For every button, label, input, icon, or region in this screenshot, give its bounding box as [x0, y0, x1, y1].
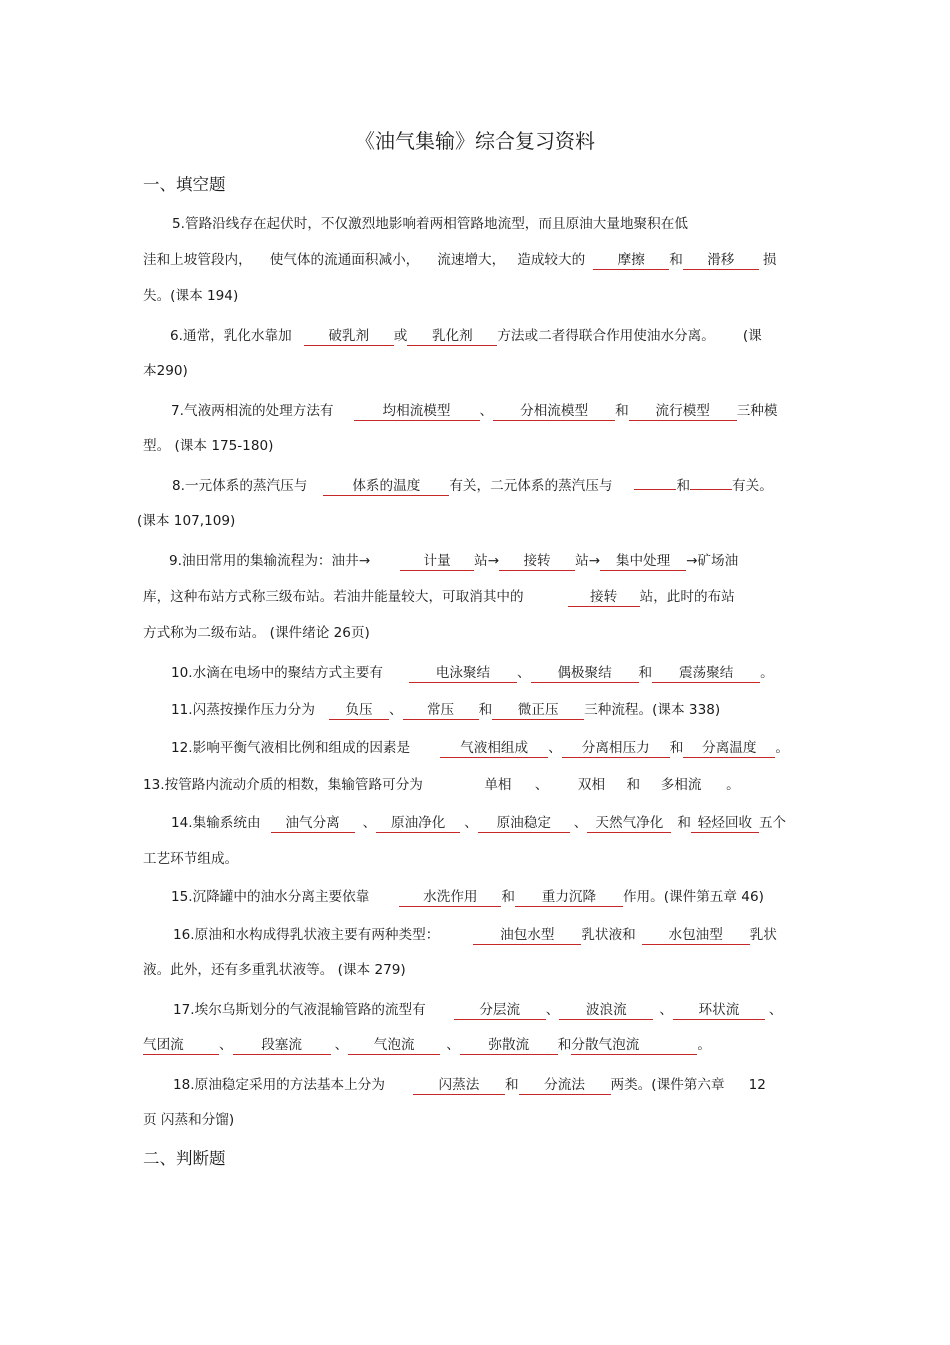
- question-text: 、: [446, 1037, 460, 1053]
- question-text: 使气体的流通面积减小，: [269, 252, 420, 268]
- question-10: [143, 663, 809, 683]
- question-text: 16.原油和水构成得乳状液主要有两种类型：: [173, 927, 440, 943]
- question-text: 、: [516, 665, 531, 681]
- question-text: 乳状液和: [581, 927, 636, 943]
- question-text: 有关。: [732, 478, 773, 494]
- question-text: 11.闪蒸按操作压力分为: [171, 702, 315, 718]
- section-heading-true-false: 二、判断题: [143, 1149, 226, 1168]
- section-heading-fill-blank: 一、填空题: [143, 175, 226, 194]
- question-text: →矿场油: [686, 553, 739, 569]
- question-text: 18.原油稳定采用的方法基本上分为: [173, 1077, 385, 1093]
- question-text: (课: [742, 328, 762, 344]
- question-17-line-2: [143, 1035, 809, 1055]
- answer-blank: 滑移: [683, 251, 759, 270]
- question-text: 、: [362, 815, 377, 831]
- answer-blank: 水包油型: [642, 926, 750, 945]
- answer-blank: 集中处理: [600, 552, 686, 571]
- question-text: 洼和上坡管段内，: [143, 252, 252, 268]
- question-text: 、: [334, 1037, 349, 1053]
- answer-blank: 油气分离: [271, 814, 355, 833]
- answer-blank: 轻烃回收: [691, 814, 759, 833]
- question-text: 9.油田常用的集输流程为：油井→: [169, 553, 371, 569]
- question-text: 和: [638, 665, 653, 681]
- question-text: 17.埃尔乌斯划分的气液混输管路的流型有: [173, 1002, 426, 1018]
- question-text: 13.按管路内流动介质的相数，集输管路可分为: [143, 777, 423, 793]
- question-5-line-3: [143, 286, 809, 306]
- answer-blank-empty: [690, 489, 732, 490]
- answer-blank: 气团流: [143, 1036, 219, 1055]
- question-14-line-2: [143, 849, 809, 869]
- question-text: 站→: [474, 553, 500, 569]
- question-text: 6.通常，乳化水靠加: [170, 328, 292, 344]
- answer-text: 多相流: [660, 777, 702, 793]
- answer-blank: 体系的温度: [323, 477, 449, 496]
- answer-blank: 弥散流: [460, 1036, 558, 1055]
- question-text: 、: [545, 1002, 560, 1018]
- question-text: 5.管路沿线存在起伏时，不仅激烈地影响着两相管路地流型，而且原油大量地聚积在低: [172, 216, 688, 232]
- question-text: 和: [615, 403, 629, 419]
- question-text: 页 闪蒸和分馏): [143, 1112, 235, 1128]
- answer-blank: 破乳剂: [304, 327, 394, 346]
- question-text: 三种模: [736, 403, 778, 419]
- question-text: 14.集输系统由: [171, 815, 261, 831]
- answer-blank: 流行模型: [629, 402, 737, 421]
- question-7-line-1: [143, 401, 809, 421]
- question-text: 或: [393, 328, 408, 344]
- question-text: 五个: [758, 815, 787, 831]
- question-text: 。: [726, 777, 740, 793]
- answer-blank: 乳化剂: [407, 327, 497, 346]
- question-text: (课本 107,109): [137, 513, 236, 529]
- answer-blank: 油包水型: [473, 926, 581, 945]
- answer-blank: 分离相压力: [562, 739, 670, 758]
- question-text: 站，此时的布站: [639, 589, 735, 605]
- question-9-line-2: [143, 587, 809, 607]
- question-text: 12: [748, 1077, 766, 1093]
- question-15: [143, 887, 809, 907]
- question-9-line-1: [143, 551, 809, 571]
- question-text: 和: [669, 252, 683, 268]
- question-text: 和: [677, 815, 691, 831]
- question-14-line-1: [143, 813, 809, 833]
- answer-blank: 分散气泡流: [571, 1036, 697, 1055]
- answer-blank: 摩擦: [593, 251, 669, 270]
- answer-blank: 震荡聚结: [652, 664, 760, 683]
- question-text: 三种流程。(课本 338): [584, 702, 721, 718]
- answer-blank: 负压: [329, 701, 389, 720]
- question-text: 、: [388, 702, 403, 718]
- answer-blank: 波浪流: [559, 1001, 653, 1020]
- question-8-line-2: [137, 511, 803, 531]
- answer-blank: 水洗作用: [399, 888, 501, 907]
- answer-blank: 分离温度: [683, 739, 775, 758]
- question-text: 。: [697, 1037, 711, 1053]
- answer-blank: 段塞流: [233, 1036, 331, 1055]
- answer-blank: 计量: [400, 552, 474, 571]
- question-text: 、: [548, 740, 562, 756]
- question-text: 损: [762, 252, 777, 268]
- answer-blank: 重力沉降: [515, 888, 623, 907]
- answer-blank: 气液相组成: [440, 739, 548, 758]
- answer-blank: 原油净化: [376, 814, 460, 833]
- answer-blank: 闪蒸法: [413, 1076, 505, 1095]
- question-text: 、: [573, 815, 588, 831]
- question-6-line-1: [143, 326, 809, 346]
- question-text: 和: [501, 889, 515, 905]
- question-text: 站→: [575, 553, 601, 569]
- answer-blank: 微正压: [492, 701, 584, 720]
- answer-text: 双相: [577, 777, 606, 793]
- question-text: 工艺环节组成。: [143, 851, 239, 867]
- question-text: 两类。(课件第六章: [610, 1077, 725, 1093]
- question-text: 和: [557, 1037, 572, 1053]
- question-text: 、: [659, 1002, 673, 1018]
- question-text: 和: [504, 1077, 519, 1093]
- question-text: 、: [768, 1002, 783, 1018]
- answer-blank: 天然气净化: [587, 814, 671, 833]
- answer-blank: 分相流模型: [493, 402, 615, 421]
- question-text: 。: [775, 740, 789, 756]
- question-text: 、: [219, 1037, 233, 1053]
- question-text: 和: [669, 740, 684, 756]
- question-text: 方式称为二级布站。 (课件绪论 26页): [143, 625, 370, 641]
- answer-blank: 接转: [568, 588, 640, 607]
- question-text: 流速增大，: [437, 252, 506, 268]
- question-text: 、: [534, 777, 549, 793]
- question-7-line-2: [143, 436, 809, 456]
- question-text: 、: [464, 815, 478, 831]
- answer-blank: 电泳聚结: [409, 664, 517, 683]
- question-8-line-1: [143, 476, 809, 496]
- answer-blank-empty: [634, 489, 676, 490]
- answer-blank: 气泡流: [348, 1036, 440, 1055]
- answer-blank: 常压: [403, 701, 479, 720]
- question-text: 7.气液两相流的处理方法有: [171, 403, 334, 419]
- question-text: 乳状: [749, 927, 777, 943]
- question-text: 15.沉降罐中的油水分离主要依靠: [171, 889, 370, 905]
- answer-blank: 接转: [499, 552, 575, 571]
- question-text: 、: [479, 403, 494, 419]
- question-text: 和: [626, 777, 641, 793]
- question-text: 造成较大的: [517, 252, 586, 268]
- question-text: 液。此外，还有多重乳状液等。 (课本 279): [143, 962, 406, 978]
- question-16-line-1: [143, 925, 809, 945]
- question-6-line-2: [143, 361, 809, 381]
- answer-blank: 分流法: [519, 1076, 611, 1095]
- question-text: 和: [478, 702, 493, 718]
- answer-text: 单相: [484, 777, 512, 793]
- question-text: 。: [760, 665, 774, 681]
- question-11: [143, 700, 809, 720]
- question-5-line-1: [143, 214, 809, 234]
- question-text: 库，这种布站方式称三级布站。若油井能量较大，可取消其中的: [143, 589, 524, 605]
- question-text: 有关，二元体系的蒸汽压与: [449, 478, 613, 494]
- question-text: 和: [676, 478, 691, 494]
- question-18-line-2: [143, 1110, 809, 1130]
- question-text: 8.一元体系的蒸汽压与: [172, 478, 308, 494]
- question-text: 本290): [143, 363, 188, 379]
- answer-blank: 原油稳定: [478, 814, 570, 833]
- answer-blank: 均相流模型: [354, 402, 480, 421]
- question-17-line-1: [143, 1000, 809, 1020]
- question-text: 10.水滴在电场中的聚结方式主要有: [171, 665, 383, 681]
- answer-blank: 分层流: [454, 1001, 546, 1020]
- question-18-line-1: [143, 1075, 809, 1095]
- question-5-line-2: [143, 250, 809, 270]
- question-text: 12.影响平衡气液相比例和组成的因素是: [171, 740, 411, 756]
- page-title: 《油气集输》综合复习资料: [355, 129, 595, 153]
- question-text: 方法或二者得联合作用使油水分离。: [497, 328, 715, 344]
- question-text: 失。(课本 194): [143, 288, 239, 304]
- question-text: 型。 (课本 175-180): [143, 438, 274, 454]
- question-12: [143, 738, 809, 758]
- question-text: 作用。(课件第五章 46): [622, 889, 764, 905]
- answer-blank: 偶极聚结: [531, 664, 639, 683]
- question-9-line-3: [143, 623, 809, 643]
- answer-blank: 环状流: [673, 1001, 765, 1020]
- question-16-line-2: [143, 960, 809, 980]
- question-13: [143, 775, 809, 795]
